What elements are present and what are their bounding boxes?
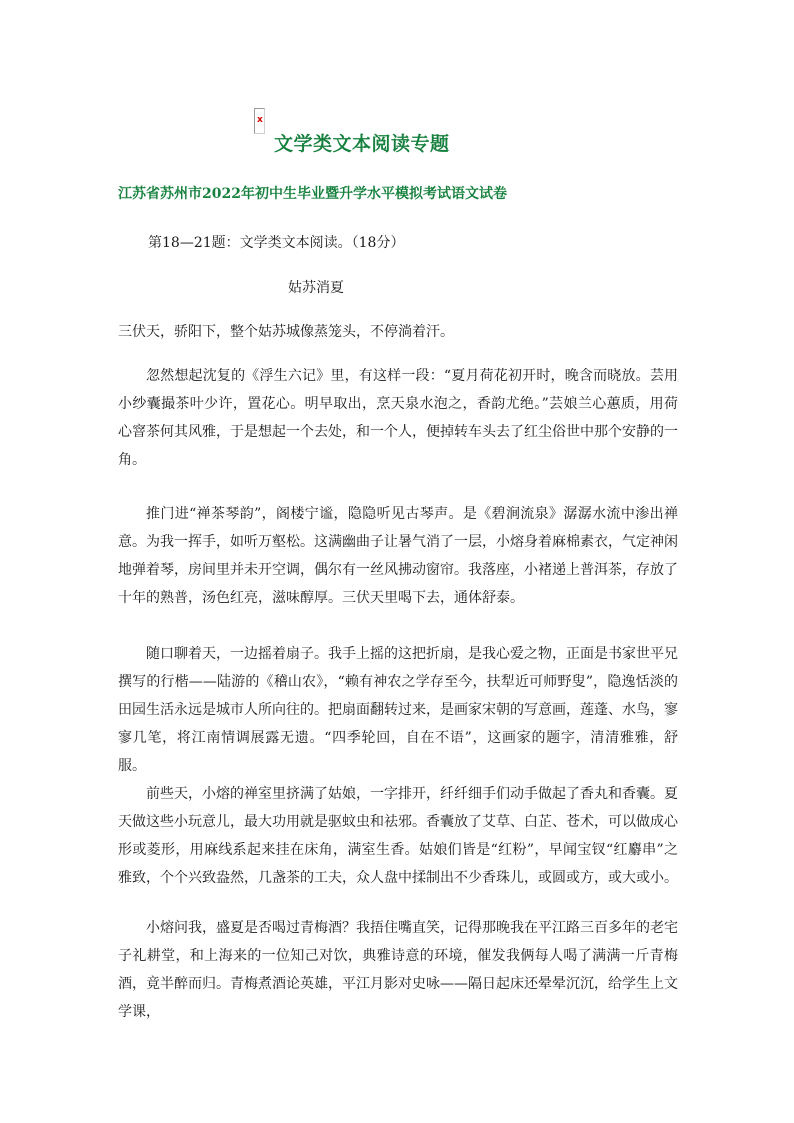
question-heading: 第18—21题：文学类文本阅读。（18分） <box>148 235 405 251</box>
paragraph-2: 忽然想起沈复的《浮生六记》里，有这样一段：“夏月荷花初开时，晚含而晓放。芸用小纱囊撮茶叶少许，置花心。明早取出，烹天泉水泡之，香韵尤绝。”芸娘兰心蕙质，用荷心窨茶何其风雅，于是想起一个去处，和一个人，便掉转车头去了红尘俗世中那个安静的一角。 <box>118 368 678 468</box>
paragraph-3: 推门进“禅茶琴韵”，阁楼宁谧，隐隐听见古琴声。是《碧涧流泉》潺潺水流中渗出禅意。为我一挥手，如听万壑松。这满幽曲子让暑气消了一层，小熔身着麻棉素衣，气定神闲地弹着琴，房间里并未开空调，偶尔有一丝风拂动窗帘。我落座，小褚递上普洱茶，存放了十年的熟普，汤色红亮，滋味醇厚。三伏天里喝下去，通体舒泰。 <box>118 506 678 606</box>
paragraph-5: 前些天，小熔的禅室里挤满了姑娘，一字排开，纤纤细手们动手做起了香丸和香囊。夏天做这些小玩意儿，最大功用就是驱蚊虫和祛邪。香囊放了艾草、白芷、苍术，可以做成心形或菱形，用麻线系起来挂在床角，满室生香。姑娘们皆是“红粉”，早闻宝钗“红麝串”之雅致，个个兴致盎然，几盏茶的工夫，众人盘中揉制出不少香珠儿，或圆或方，或大或小。 <box>118 786 678 886</box>
paragraph-1: 三伏天，骄阳下，整个姑苏城像蒸笼头，不停淌着汗。 <box>118 324 454 340</box>
broken-image-mark: x <box>257 115 263 125</box>
paragraph-6: 小熔问我，盛夏是否喝过青梅酒？我捂住嘴直笑，记得那晚我在平江路三百多年的老宅子礼耕堂，和上海来的一位知己对饮，典雅诗意的环境，催发我俩每人喝了满满一斤青梅酒，竟半醉而归。青梅煮酒论英雄，平江月影对史咏——隔日起床还晕晕沉沉，给学生上文学课， <box>118 920 678 1020</box>
page-title: 文学类文本阅读专题 <box>274 133 450 155</box>
exam-subtitle: 江苏省苏州市2022年初中生毕业暨升学水平模拟考试语文试卷 <box>118 186 507 202</box>
paragraph-4: 随口聊着天，一边摇着扇子。我手上摇的这把折扇，是我心爱之物，正面是书家世平兄撰写的行楷——陆游的《稽山农》，“赖有神农之学存至今，扶犁近可师野叟”，隐逸恬淡的田园生活永远是城市人所向往的。把扇面翻转过来，是画家宋朝的写意画，莲蓬、水鸟，寥寥几笔，将江南情调展露无遗。“四季轮回，自在不语”，这画家的题字，清清雅雅，舒服。 <box>118 646 678 774</box>
essay-title: 姑苏消夏 <box>288 280 344 296</box>
broken-image-icon <box>254 108 265 134</box>
